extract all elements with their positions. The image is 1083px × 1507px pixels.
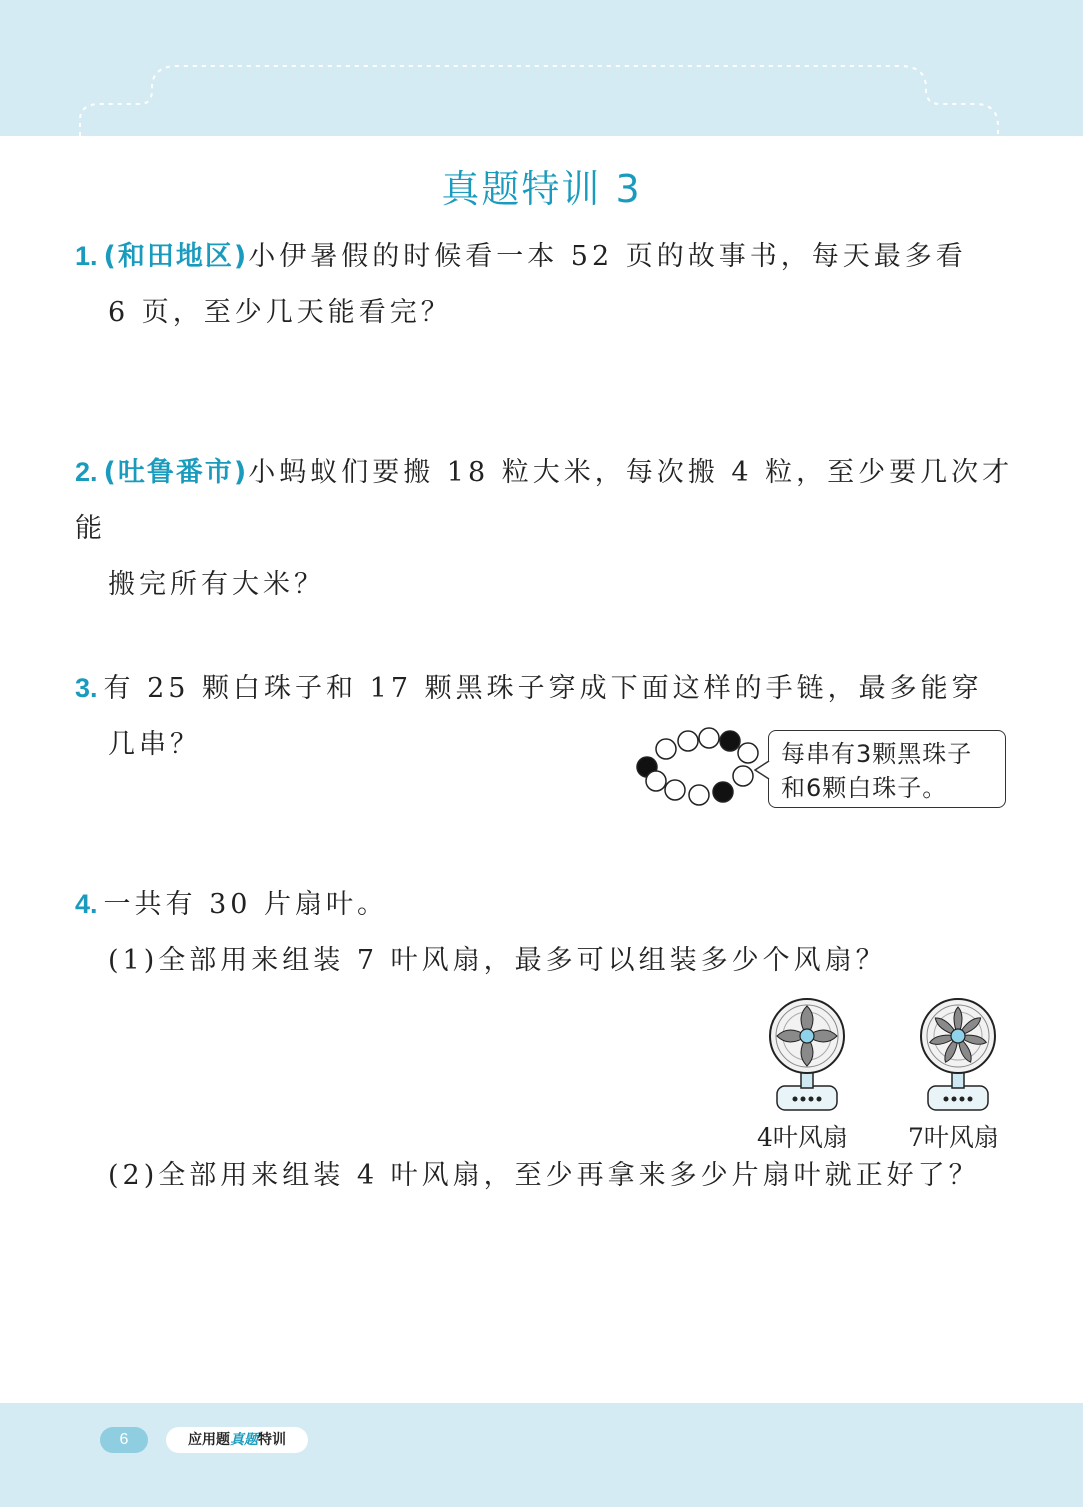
region-tag: (吐鲁番市) [103, 457, 249, 488]
question-4-part-2 [75, 1148, 1015, 1204]
sub-question-1: (1)全部用来组装 7 叶风扇，最多可以组装多少个风扇？ [108, 945, 887, 976]
question-number: 1. [75, 241, 98, 271]
question-number: 2. [75, 457, 98, 487]
sub-question-2: (2)全部用来组装 4 叶风扇，至少再拿来多少片扇叶就正好了？ [108, 1160, 980, 1191]
question-4 [75, 876, 1015, 989]
question-text-cont: 几串？ [108, 729, 201, 760]
page-number: 6 [100, 1427, 148, 1453]
question-text: 有 25 颗白珠子和 17 颗黑珠子穿成下面这样的手链，最多能穿 [103, 673, 983, 704]
fan-4-label: 4叶风扇 [757, 1123, 848, 1152]
book-title-part-2: 真题 [230, 1432, 258, 1448]
callout-line-1: 每串有3颗黑珠子 [781, 740, 973, 768]
question-text-cont: 6 页，至少几天能看完？ [108, 297, 452, 328]
question-number: 3. [75, 673, 98, 703]
bracelet-illustration [630, 725, 770, 815]
page-title: 真题特训 3 [441, 167, 642, 211]
question-text-cont: 搬完所有大米？ [108, 569, 325, 600]
question-1 [75, 228, 1015, 341]
bracelet-callout [768, 730, 1006, 808]
question-2 [75, 444, 1015, 613]
region-tag: (和田地区) [103, 241, 249, 272]
header-decoration [0, 0, 1083, 136]
question-text: 一共有 30 片扇叶。 [103, 889, 389, 920]
question-text: 小蚂蚁们要搬 18 粒大米，每次搬 4 粒，至少要几次才能 [75, 457, 1014, 544]
fan-7-blade-icon [916, 998, 1001, 1116]
fan-4-blade-icon [765, 998, 850, 1116]
book-title-part-1: 应用题 [188, 1432, 230, 1448]
header-band [0, 0, 1083, 136]
fan-7-label: 7叶风扇 [908, 1123, 999, 1152]
callout-line-2: 和6颗白珠子。 [781, 774, 948, 802]
book-title [166, 1427, 308, 1453]
question-text: 小伊暑假的时候看一本 52 页的故事书，每天最多看 [248, 241, 967, 272]
book-title-part-3: 特训 [258, 1432, 286, 1448]
footer-band [0, 1403, 1083, 1507]
question-number: 4. [75, 889, 98, 919]
callout-pointer [754, 760, 770, 780]
